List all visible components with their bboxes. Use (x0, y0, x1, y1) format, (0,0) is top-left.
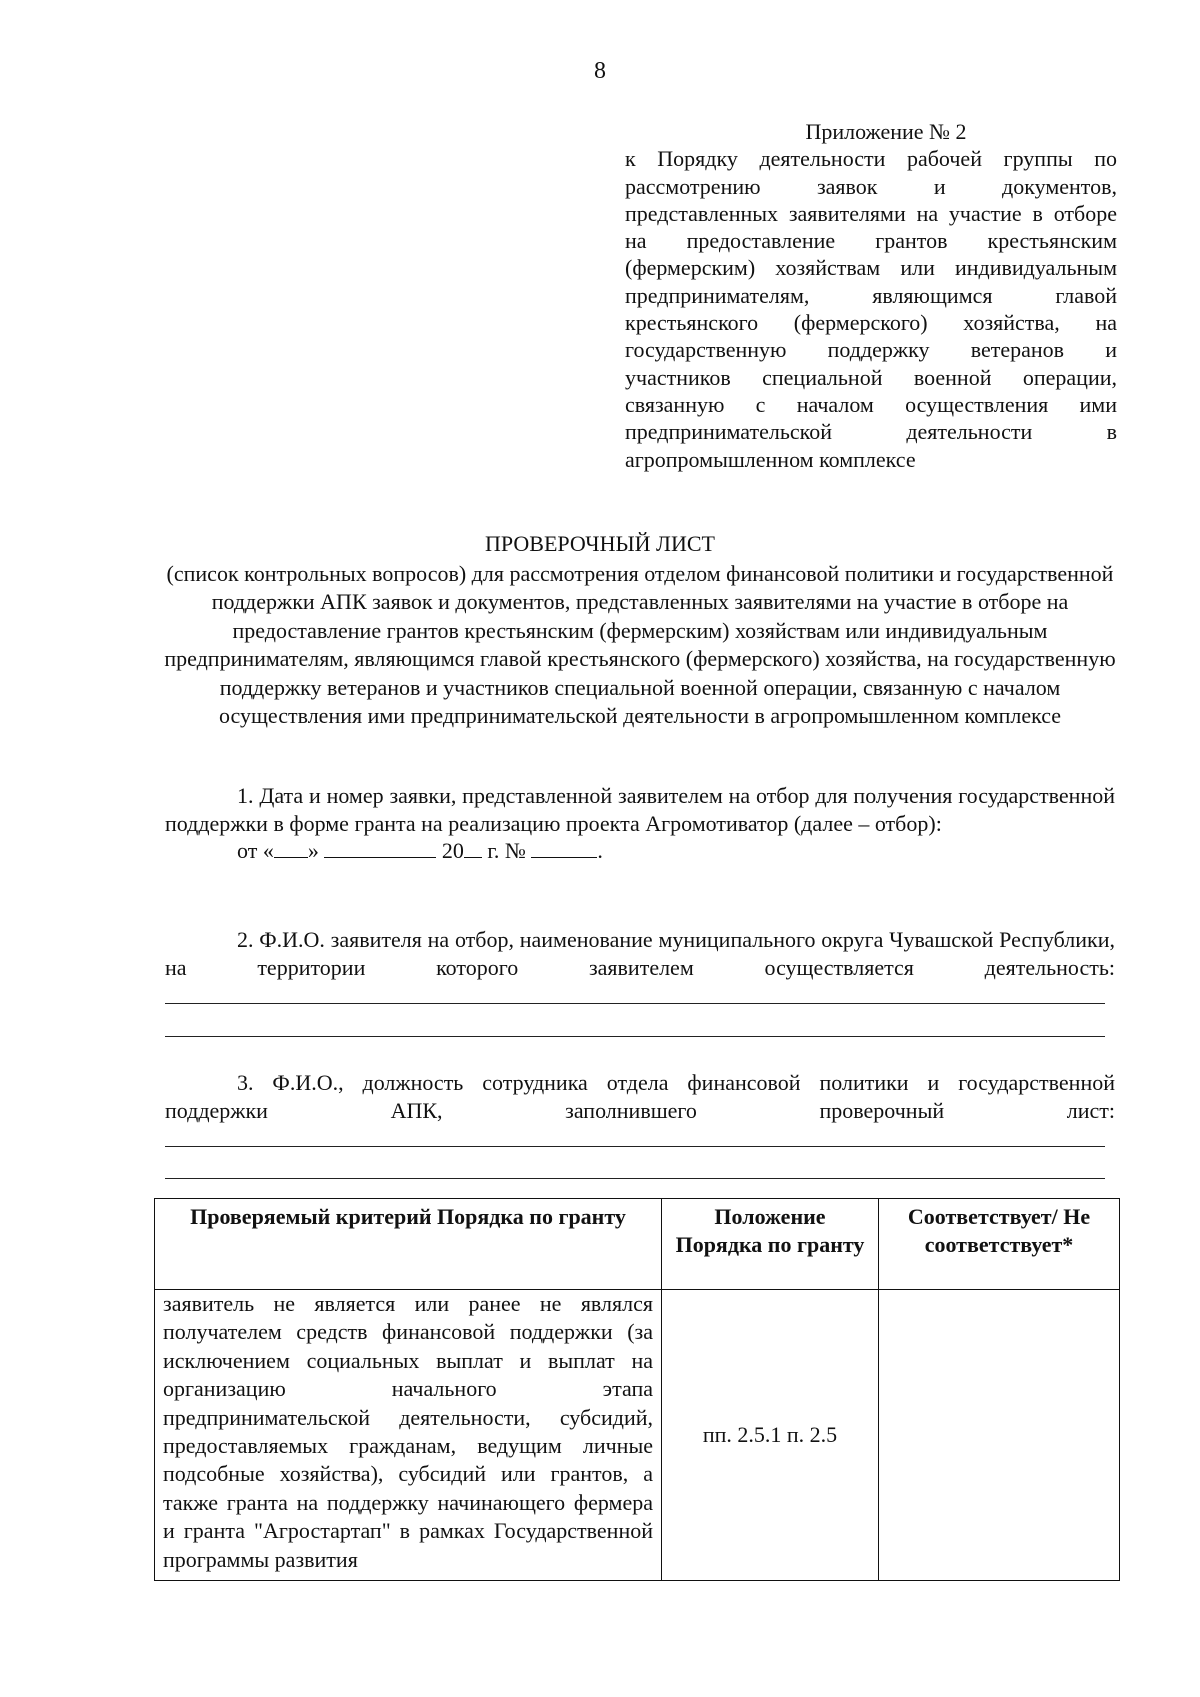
item-3 (165, 1069, 1115, 1124)
employee-fill-line-1 (165, 1146, 1105, 1147)
date-year: 20 (441, 838, 464, 863)
employee-fill-line-2 (165, 1178, 1105, 1179)
application-date-line (165, 837, 1115, 865)
item-1-text: 1. Дата и номер заявки, представленной заявителем на отбор для получения государственной поддержки в форме гранта на реализацию проекта Агромотиватор (далее – отбор): (165, 783, 1115, 836)
criterion-text: заявитель не является или ранее не являлся получателем средств финансовой поддержки (за исключением социальных выплат и выплат на организацию начального этапа предпринимательской деятельности, субсидий, предоставляемых гражданам, ведущим личные подсобные хозяйства), субсидий или грантов, а также гранта на поддержку начинающего фермера и гранта "Агростартап" в рамках Государственной программы развития (163, 1291, 653, 1572)
number-blank (531, 839, 597, 858)
criteria-table (154, 1198, 1120, 1581)
date-mid: » (307, 838, 319, 863)
appendix-block (625, 118, 1117, 473)
applicant-fill-line-2 (165, 1036, 1105, 1037)
criterion-cell (155, 1290, 662, 1581)
date-suffix: г. № (487, 838, 526, 863)
item-2 (165, 926, 1115, 981)
date-end: . (597, 838, 603, 863)
compliance-cell[interactable] (879, 1290, 1120, 1581)
header-compliance: Соответствует/ Не соответствует* (879, 1199, 1120, 1290)
item-3-text: 3. Ф.И.О., должность сотрудника отдела финансовой политики и государственной поддержки АПК, заполнившего проверочный лист: (165, 1070, 1115, 1123)
item-2-text: 2. Ф.И.О. заявителя на отбор, наименование муниципального округа Чувашской Республики, на территории которого заявителем осуществляется деятельность: (165, 927, 1115, 980)
appendix-title: Приложение № 2 (805, 119, 967, 144)
applicant-fill-line-1 (165, 1003, 1105, 1004)
month-blank (324, 839, 436, 858)
day-blank (274, 839, 308, 858)
reference-cell: пп. 2.5.1 п. 2.5 (662, 1290, 879, 1581)
year-blank (464, 839, 482, 858)
appendix-body: к Порядку деятельности рабочей группы по рассмотрению заявок и документов, представленных заявителями на участие в отборе на предоставление грантов крестьянским (фермерским) хозяйствам или индивидуальным предпринимателям, являющимся главой крестьянского (фермерского) хозяйства, на государственную поддержку ветеранов и участников специальной военной операции, связанную с началом осуществления ими предпринимательской деятельности в агропромышленном комплексе (625, 146, 1117, 472)
header-reference: Положение Порядка по гранту (662, 1199, 879, 1290)
date-prefix: от « (237, 838, 274, 863)
checklist-subtitle: (список контрольных вопросов) для рассмотрения отделом финансовой политики и государственной поддержки АПК заявок и документов, представленных заявителями на участие в отборе на предоставление грантов крестьянским (фермерским) хозяйствам или индивидуальным предпринимателям, являющимся главой крестьянского (фермерского) хозяйства, на государственную поддержку ветеранов и участников специальной военной операции, связанную с началом осуществления ими предпринимательской деятельности в агропромышленном комплексе (164, 561, 1116, 729)
table-row (155, 1290, 1120, 1581)
item-1 (165, 782, 1115, 865)
checklist-title: ПРОВЕРОЧНЫЙ ЛИСТ (485, 531, 715, 556)
page-number: 8 (594, 58, 606, 84)
table-header-row (155, 1199, 1120, 1290)
header-criterion: Проверяемый критерий Порядка по гранту (155, 1199, 662, 1290)
